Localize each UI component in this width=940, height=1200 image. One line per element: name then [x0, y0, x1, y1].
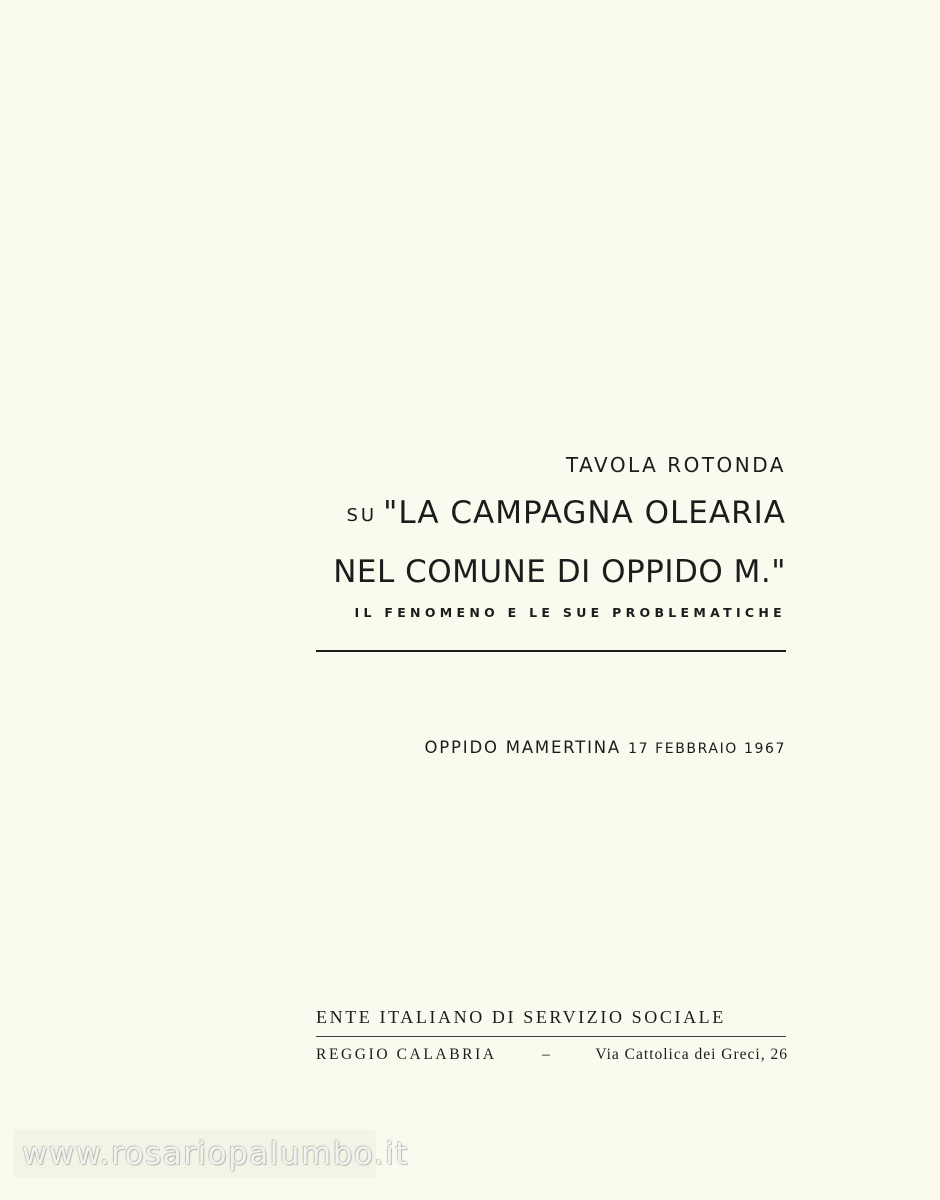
title-text-1: "LA CAMPAGNA OLEARIA	[383, 495, 786, 531]
city: REGGIO CALABRIA	[316, 1046, 497, 1063]
publisher-address	[316, 1043, 788, 1067]
watermark: www.rosariopalumbo.it	[22, 1136, 409, 1172]
place: OPPIDO MAMERTINA	[424, 738, 622, 757]
publisher-divider	[316, 1036, 786, 1037]
title-divider	[316, 650, 786, 652]
title-line-1	[300, 485, 786, 544]
publisher: ENTE ITALIANO DI SERVIZIO SOCIALE	[316, 1007, 726, 1027]
street: Via Cattolica dei Greci, 26	[595, 1046, 788, 1063]
title-block	[300, 445, 786, 626]
title-prefix: SU	[346, 505, 378, 526]
place-date	[300, 735, 786, 762]
address-separator: –	[542, 1046, 550, 1063]
date: 17 FEBBRAIO 1967	[628, 741, 786, 757]
title-line-2: NEL COMUNE DI OPPIDO M."	[333, 554, 786, 590]
heading: TAVOLA ROTONDA	[565, 453, 786, 477]
subtitle: IL FENOMENO E LE SUE PROBLEMATICHE	[354, 605, 786, 620]
